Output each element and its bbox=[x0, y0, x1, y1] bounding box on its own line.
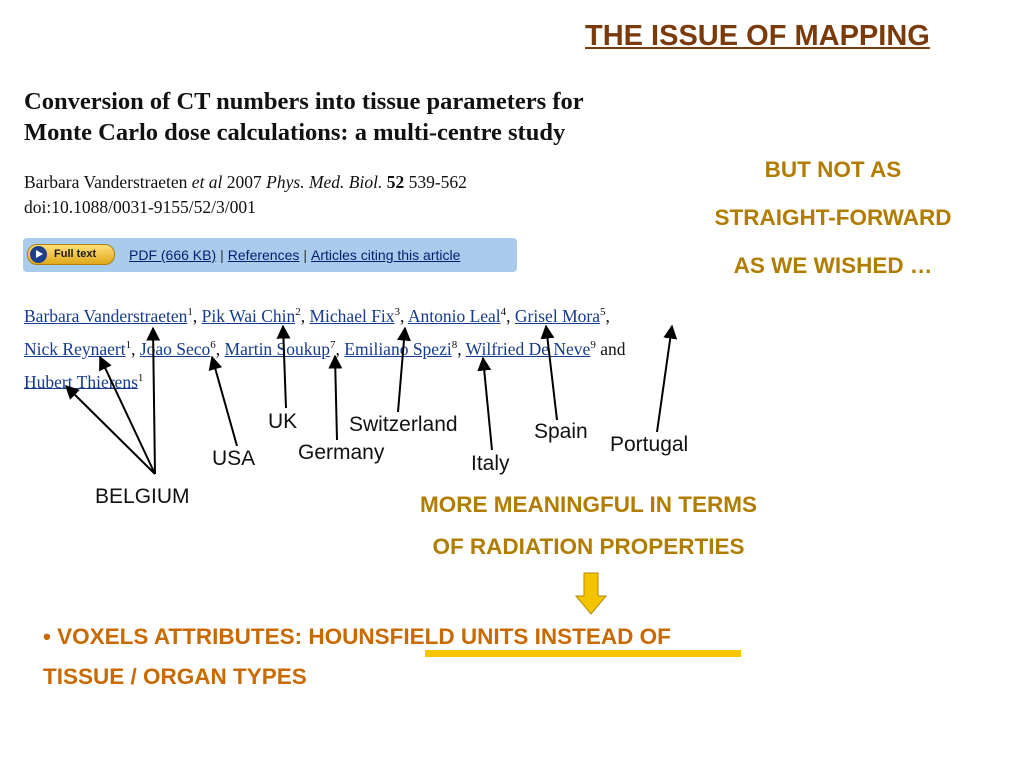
affiliation-number: 2 bbox=[295, 306, 301, 318]
bullet-line-2: TISSUE / ORGAN TYPES bbox=[43, 664, 307, 689]
bullet-marker: • bbox=[43, 624, 51, 649]
arrow-portugal bbox=[657, 326, 672, 432]
references-link[interactable]: References bbox=[227, 247, 300, 263]
author-link[interactable]: Wilfried De Neve bbox=[465, 338, 591, 359]
author-link[interactable]: Emiliano Spezi bbox=[344, 338, 452, 359]
affiliation-number: 5 bbox=[599, 306, 606, 318]
affiliation-number: 6 bbox=[210, 338, 216, 351]
country-label-germany: Germany bbox=[298, 441, 385, 464]
country-label-switzerland: Switzerland bbox=[349, 413, 458, 436]
arrow-germany bbox=[335, 356, 337, 440]
author-link[interactable]: Barbara Vanderstraeten bbox=[24, 305, 188, 326]
pdf-link[interactable]: PDF (666 KB) bbox=[129, 247, 217, 263]
meaning-line-1: MORE MEANINGFUL IN TERMS bbox=[419, 492, 758, 517]
caveat-line-1: BUT NOT AS bbox=[764, 157, 902, 182]
paper-title-line1: Conversion of CT numbers into tissue parameters for bbox=[24, 88, 584, 115]
authors-and: and bbox=[600, 338, 626, 359]
link-separator: | bbox=[303, 247, 308, 263]
affiliation-number: 7 bbox=[330, 338, 336, 351]
citation-authors: Barbara Vanderstraeten bbox=[24, 172, 192, 192]
arrow-italy bbox=[483, 358, 492, 450]
affiliation-number: 1 bbox=[187, 306, 193, 318]
citation-doi: doi:10.1088/0031-9155/52/3/001 bbox=[24, 197, 256, 217]
meaning-line-2: OF RADIATION PROPERTIES bbox=[432, 534, 745, 559]
down-arrow-icon bbox=[576, 573, 606, 614]
country-label-uk: UK bbox=[268, 410, 298, 433]
bullet-point bbox=[43, 617, 671, 697]
affiliation-number: 1 bbox=[137, 371, 144, 384]
affiliation-number: 9 bbox=[590, 338, 596, 351]
arrow-spain bbox=[546, 326, 557, 420]
country-label-usa: USA bbox=[212, 447, 256, 470]
affiliation-number: 3 bbox=[394, 306, 401, 318]
citation-etal: et al bbox=[191, 172, 223, 192]
citation-volume: 52 bbox=[386, 172, 405, 192]
author-link[interactable]: Grisel Mora bbox=[514, 305, 600, 326]
author-link[interactable]: Pik Wai Chin bbox=[201, 305, 296, 326]
meaning-note bbox=[336, 484, 841, 568]
author-line-2: Nick Reynaert$^1$, Joao Seco$^6$, Martin Soukup$^7$, Emiliano Spezi$^8$, Wilfried De Neve$^9$ and bbox=[24, 338, 626, 359]
author-link[interactable]: Hubert Thierens bbox=[24, 371, 138, 392]
arrow-belgium-1 bbox=[66, 386, 155, 474]
affiliation-number: 8 bbox=[451, 338, 458, 351]
country-label-belgium: BELGIUM bbox=[95, 485, 190, 508]
author-link[interactable]: Joao Seco bbox=[139, 338, 211, 359]
author-link[interactable]: Nick Reynaert bbox=[24, 338, 126, 359]
bullet-text-after: INSTEAD OF bbox=[528, 624, 671, 649]
full-text-label: Full text bbox=[54, 248, 97, 260]
affiliation-number: 4 bbox=[500, 306, 507, 318]
arrow-belgium-2 bbox=[100, 357, 155, 474]
citation-year: 2007 bbox=[222, 172, 267, 192]
citation-pages: 539-562 bbox=[404, 172, 467, 192]
author-link[interactable]: Martin Soukup bbox=[224, 338, 331, 359]
arrow-switzerland bbox=[398, 328, 405, 412]
country-label-italy: Italy bbox=[471, 452, 510, 475]
citation-journal: Phys. Med. Biol. bbox=[266, 172, 383, 192]
caveat-line-3: AS WE WISHED … bbox=[733, 253, 933, 278]
arrow-uk bbox=[283, 326, 286, 408]
arrow-usa bbox=[212, 357, 237, 446]
author-line-1: Barbara Vanderstraeten$^1$, Pik Wai Chin$^2$, Michael Fix$^3$, Antonio Leal$^4$, Grisel Mora$^5$, bbox=[24, 305, 610, 326]
arrow-belgium-3 bbox=[153, 328, 155, 474]
country-label-portugal: Portugal bbox=[610, 433, 689, 456]
articles-citing-link[interactable]: Articles citing this article bbox=[311, 247, 461, 263]
country-label-spain: Spain bbox=[534, 420, 588, 443]
bullet-highlight: HOUNSFIELD UNITS bbox=[308, 624, 529, 649]
link-separator: | bbox=[220, 247, 224, 263]
caveat-line-2: STRAIGHT-FORWARD bbox=[714, 205, 952, 230]
slide-title: THE ISSUE OF MAPPING bbox=[585, 20, 930, 52]
paper-title-line2: Monte Carlo dose calculations: a multi-centre study bbox=[24, 119, 566, 146]
bullet-text: VOXELS ATTRIBUTES: bbox=[50, 624, 309, 649]
author-link[interactable]: Antonio Leal bbox=[407, 305, 501, 326]
affiliation-number: 1 bbox=[125, 338, 132, 351]
author-link[interactable]: Michael Fix bbox=[309, 305, 395, 326]
